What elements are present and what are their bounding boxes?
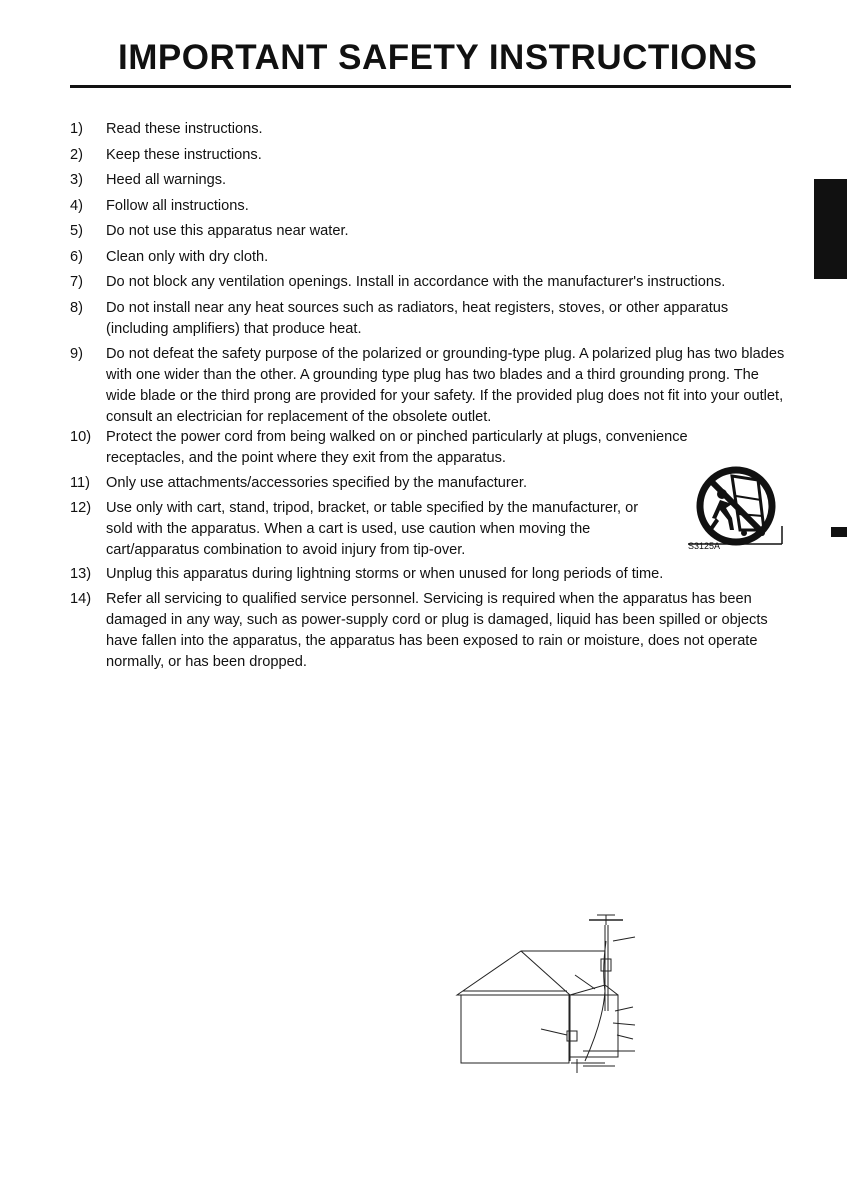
item-text: Clean only with dry cloth. <box>106 249 269 265</box>
item-number: 1) <box>70 121 83 137</box>
section-tab-marker <box>831 527 847 537</box>
item-text: Use only with cart, stand, tripod, bracket, or table specified by the manufacturer, or sold with the apparatus. When a cart is used, use caution when moving the cart/apparatus combination to avoid injury from tip-over. <box>106 500 639 558</box>
item-number: 10) <box>70 429 92 445</box>
page-title: IMPORTANT SAFETY INSTRUCTIONS <box>118 38 758 77</box>
item-text: Unplug this apparatus during lightning storms or when unused for long periods of time. <box>106 566 664 582</box>
item-number: 9) <box>70 346 83 362</box>
item-text: Refer all servicing to qualified service personnel. Servicing is required when the apparatus has been damaged in any way, such as power-supply cord or plug is damaged, liquid has been spilled or objects have fallen into the apparatus, the apparatus has been exposed to rain or moisture, does not operate normally, or has been dropped. <box>106 591 768 670</box>
title-underline <box>70 85 791 88</box>
item-number: 2) <box>70 147 83 163</box>
item-number: 3) <box>70 172 83 188</box>
item-number: 8) <box>70 300 83 316</box>
item-text: Only use attachments/accessories specified by the manufacturer. <box>106 475 527 491</box>
language-tab-marker <box>814 179 847 279</box>
item-text: Follow all instructions. <box>106 198 249 214</box>
cart-warning-code: S3125A <box>688 541 721 551</box>
item-number: 7) <box>70 274 83 290</box>
antenna-grounding-diagram <box>455 911 655 1076</box>
item-number: 14) <box>70 591 92 607</box>
item-number: 4) <box>70 198 83 214</box>
item-text: Heed all warnings. <box>106 172 227 188</box>
item-text: Keep these instructions. <box>106 147 262 163</box>
cart-tip-over-warning-icon <box>686 466 786 552</box>
item-number: 11) <box>70 475 91 491</box>
item-text: Do not install near any heat sources such as radiators, heat registers, stoves, or other apparatus (including amplifiers) that produce heat. <box>106 300 729 337</box>
item-text: Protect the power cord from being walked on or pinched particularly at plugs, convenience receptacles, and the point where they exit from the apparatus. <box>106 429 688 466</box>
item-text: Do not block any ventilation openings. Install in accordance with the manufacturer's instructions. <box>106 274 726 290</box>
item-number: 6) <box>70 249 83 265</box>
item-text: Read these instructions. <box>106 121 263 137</box>
item-number: 12) <box>70 500 92 516</box>
item-number: 5) <box>70 223 83 239</box>
item-number: 13) <box>70 566 92 582</box>
item-text: Do not use this apparatus near water. <box>106 223 349 239</box>
item-text: Do not defeat the safety purpose of the polarized or grounding-type plug. A polarized plug has two blades with one wider than the other. A grounding type plug has two blades and a third grounding prong. The wide blade or the third prong are provided for your safety. If the provided plug does not fit into your outlet, consult an electrician for replacement of the obsolete outlet. <box>106 346 785 425</box>
